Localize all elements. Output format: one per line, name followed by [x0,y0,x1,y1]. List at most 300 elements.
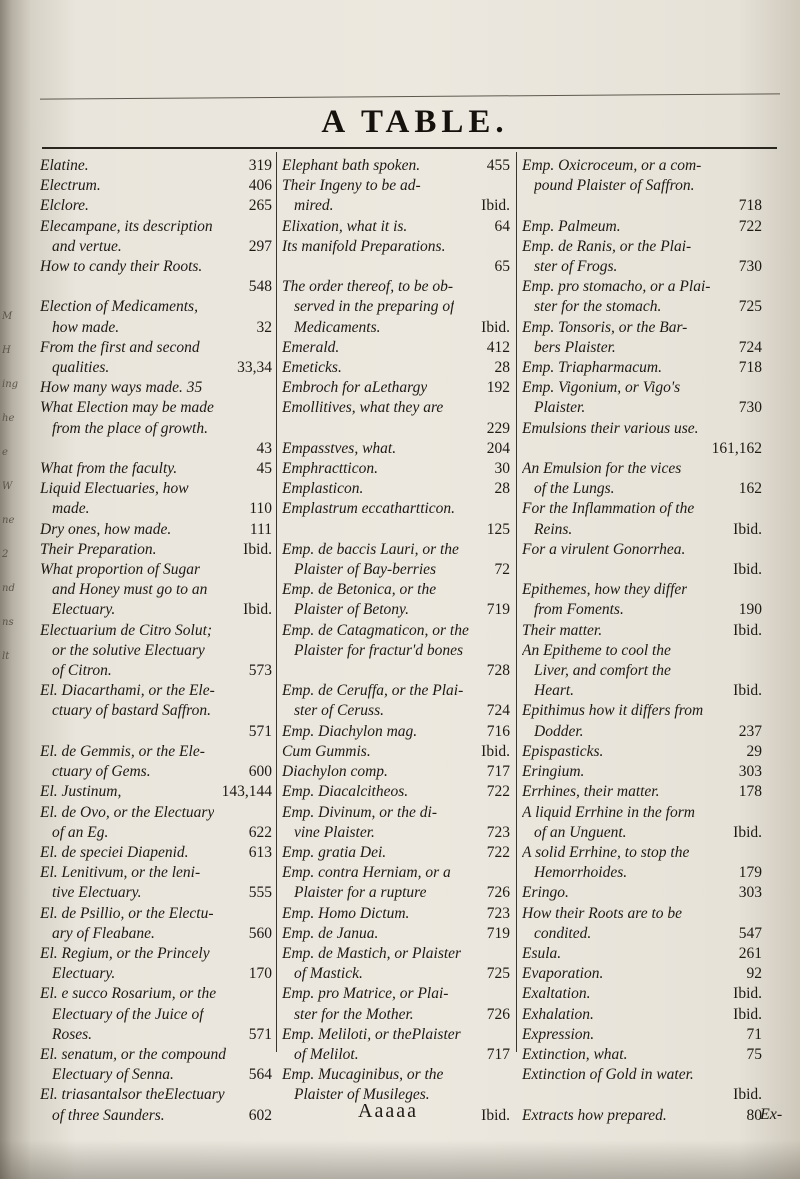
entry-text: Plaister of Betony. [294,601,409,619]
page-number: 726 [486,884,510,902]
entry-text: El. Justinum, [40,783,122,801]
index-entry [40,479,272,519]
index-entry-line [282,398,510,418]
entry-text: El. de Ovo, or the Electuary [40,803,215,821]
book-page [30,0,800,1179]
index-entry [522,984,762,1004]
page-number: 406 [248,177,272,195]
index-entry-line [522,1106,762,1126]
page-number: 111 [249,520,272,538]
index-entry [40,378,272,398]
index-entry-line [522,560,762,580]
page-number: 724 [486,702,510,720]
index-entry-line [40,661,272,681]
index-entry-line [282,621,510,641]
bleed-fragment: H [2,345,11,356]
page-number: 30 [494,460,510,478]
page-number: 162 [738,480,762,498]
index-entry [282,540,510,580]
entry-text: Emp. Diachylon mag. [282,722,418,740]
index-entry-line [282,176,510,196]
index-entry-line [40,398,272,418]
entry-text: mired. [294,197,334,215]
index-entry-line [282,722,510,742]
index-entry-line [522,398,762,418]
page-number: 65 [494,258,510,276]
entry-text: Liquid Electuaries, how [40,480,189,498]
entry-text: El. de speciei Diapenid. [40,843,189,861]
page-number: Ibid. [733,985,762,1003]
entry-text: of Melilot. [294,1045,359,1063]
column-divider [276,152,277,1052]
index-entry-line [282,681,510,701]
index-entry [282,803,510,843]
index-entry-line [282,924,510,944]
page-number: 28 [494,480,510,498]
entry-text: Eringo. [522,884,569,902]
entry-text: Electuary. [52,601,116,619]
index-entry-line [40,621,272,641]
entry-text: Their Preparation. [40,540,157,558]
entry-text: and vertue. [52,237,122,255]
entry-text: vine Plaister. [294,823,375,841]
entry-text: Epithimus how it differs from [522,702,704,720]
index-entry [522,1106,762,1126]
page-number: Ibid. [243,540,272,558]
page-title: A TABLE. [321,104,509,140]
entry-text: Emp. Tonsoris, or the Bar- [522,318,688,336]
index-entry-line [40,762,272,782]
index-entry-line [522,439,762,459]
index-entry [40,1085,272,1125]
page-number: 555 [248,884,272,902]
index-entry [282,479,510,499]
page-number: 319 [248,157,272,174]
page-number: 178 [738,783,762,801]
page-bottom-shadow [0,1140,800,1179]
entry-text: Emp. Triapharmacum. [522,359,662,377]
index-entry-line [282,883,510,903]
index-entry [282,742,510,762]
index-entry [522,904,762,944]
index-entry-line [282,580,510,600]
index-entry [522,964,762,984]
entry-text: Embroch for aLethargy [282,379,428,397]
index-entry-line [40,600,272,620]
entry-text: El. Regium, or the Princely [40,944,210,962]
page-number: 75 [746,1045,762,1063]
index-entry-line [522,580,762,600]
index-entry-line [282,479,510,499]
entry-text: Emerald. [282,338,340,356]
index-entry [282,398,510,438]
index-entry [522,358,762,378]
index-entry-line [282,863,510,883]
index-entry-line [282,540,510,560]
entry-text: bers Plaister. [534,338,616,356]
index-entry [40,782,272,802]
index-entry [282,580,510,620]
entry-text: of an Eg. [52,823,109,841]
index-entry-line [40,1025,272,1045]
index-entry-line [282,964,510,984]
bleed-fragment: ing [2,379,19,390]
index-entry-line [522,984,762,1004]
entry-text: Election of Medicaments, [40,298,198,316]
index-entry-line [522,1025,762,1045]
entry-text: of the Lungs. [534,480,615,498]
entry-text: Emp. Palmeum. [522,217,621,235]
page-number: Ibid. [481,318,510,336]
index-entry-line [282,904,510,924]
entry-text: ster of Frogs. [534,258,618,276]
index-entry [522,217,762,237]
page-number: 719 [486,601,510,619]
entry-text: Elephant bath spoken. [282,157,421,174]
index-entry-line [40,176,272,196]
index-entry [40,297,272,337]
index-entry [522,378,762,418]
index-entry-line [282,742,510,762]
entry-text: Epispasticks. [522,742,604,760]
index-entry-line [282,803,510,823]
page-number: 728 [486,662,510,680]
index-entry-line [522,419,762,439]
page-number: 72 [494,561,510,579]
index-entry-line [522,883,762,903]
page-number: 547 [738,924,762,942]
page-number: 412 [486,338,510,356]
index-entry-line [282,459,510,479]
index-entry-line [282,701,510,721]
entry-text: From the first and second [40,338,200,356]
page-number: 724 [738,338,762,356]
entry-text: made. [52,500,90,518]
index-entry [282,459,510,479]
index-entry [522,318,762,358]
index-entry-line [282,378,510,398]
entry-text: Emp. Oxicroceum, or a com- [522,157,702,174]
index-entry-line [282,217,510,237]
bleed-fragment: 2 [2,549,9,560]
index-entry-line [40,843,272,863]
index-entry [522,419,762,459]
index-entry-line [522,358,762,378]
index-entry [522,883,762,903]
index-entry [282,156,510,176]
index-entry-line [282,944,510,964]
index-entry-line [522,156,762,176]
index-entry [40,156,272,176]
page-number: Ibid. [481,197,510,215]
index-entry-line [522,1045,762,1065]
index-entry [282,722,510,742]
index-entry [282,176,510,216]
entry-text: from Foments. [534,601,624,619]
entry-text: or the solutive Electuary [52,641,205,659]
entry-text: Emp. de Catagmaticon, or the [282,621,469,639]
entry-text: El. de Psillio, or the Electu- [40,904,214,922]
page-number: 237 [738,722,762,740]
entry-text: Liver, and comfort the [534,662,671,680]
index-entry-line [522,924,762,944]
page-number: 192 [486,379,510,397]
index-entry-line [40,722,272,742]
page-number: 725 [486,965,510,983]
index-entry-line [40,277,272,297]
index-entry-line [522,540,762,560]
index-entry [282,944,510,984]
index-entry-line [522,1065,762,1085]
entry-text: from the place of growth. [52,419,208,437]
page-number: 726 [486,1005,510,1023]
entry-text: The order thereof, to be ob- [282,278,454,296]
page-number: 560 [248,924,272,942]
page-number: 564 [248,1066,272,1084]
index-entry-line [522,318,762,338]
page-number: 229 [486,419,510,437]
index-entry-line [522,863,762,883]
page-number: Ibid. [733,621,762,639]
index-entry-line [522,762,762,782]
index-entry-line [522,621,762,641]
entry-text: El. senatum, or the compound [40,1045,226,1063]
entry-text: A solid Errhine, to stop the [522,843,690,861]
index-entry-line [282,823,510,843]
page-number: Ibid. [733,520,762,538]
index-entry-line [282,1005,510,1025]
index-entry-line [282,1045,510,1065]
index-entry-line [40,419,272,439]
page-number: 725 [738,298,762,316]
entry-text: Diachylon comp. [282,763,388,781]
index-entry-line [40,297,272,317]
page-number: 571 [248,722,272,740]
entry-text: Electuary of Senna. [52,1066,174,1084]
index-entry [40,257,272,297]
index-entry-line [282,762,510,782]
index-entry-line [40,904,272,924]
index-entry [282,984,510,1024]
bleed-fragment: he [2,413,15,424]
entry-text: El. e succo Rosarium, or the [40,985,217,1003]
entry-text: ctuary of Gems. [52,763,151,781]
index-entry-line [40,257,272,277]
index-entry [522,1025,762,1045]
page-number: 32 [256,318,272,336]
page-number: Ibid. [481,742,510,760]
index-entry-line [40,237,272,257]
index-column-3 [522,156,762,1126]
page-number: 92 [746,965,762,983]
page-number: 204 [486,439,510,457]
entry-text: Emulsions their various use. [522,419,699,437]
index-entry [282,863,510,903]
entry-text: Reins. [534,520,573,538]
index-column-2 [282,156,510,1126]
index-entry [522,762,762,782]
index-entry [282,621,510,682]
index-entry-line [522,459,762,479]
bleed-fragment: ne [2,515,15,526]
entry-text: ster of Ceruss. [294,702,384,720]
bleed-fragment: nd [2,583,15,594]
entry-text: Dodder. [534,722,584,740]
index-entry-line [40,1106,272,1126]
index-entry-line [522,277,762,297]
index-entry-line [40,196,272,216]
header-rule [42,147,777,149]
entry-text: Electrum. [40,177,101,195]
entry-text: What Election may be made [40,399,214,417]
entry-text: What from the faculty. [40,460,178,478]
page-number: 717 [486,763,510,781]
index-entry-line [282,600,510,620]
bleed-fragment: W [2,481,13,492]
page-number: 722 [486,843,510,861]
index-entry-line [522,378,762,398]
entry-text: Elatine. [40,157,89,174]
entry-text: Emp. Meliloti, or thePlaister [282,1025,461,1043]
index-entry [40,217,272,257]
page-number: 297 [248,237,272,255]
page-number: 265 [248,197,272,215]
entry-text: Electuarium de Citro Solut; [40,621,213,639]
entry-text: condited. [534,924,592,942]
entry-text: Emp. de Ranis, or the Plai- [522,237,692,255]
index-entry-line [282,196,510,216]
entry-text: An Epitheme to cool the [522,641,671,659]
index-entry [522,1065,762,1105]
index-entry-line [282,156,510,176]
index-entry-line [40,944,272,964]
index-entry [522,843,762,883]
entry-text: How to candy their Roots. [40,258,203,276]
entry-text: Extinction, what. [522,1045,628,1063]
index-entry [282,499,510,539]
page-number: 718 [738,197,762,215]
page-number: 613 [248,843,272,861]
index-entry [282,904,510,924]
entry-text: Extracts how prepared. [522,1106,667,1124]
index-entry-line [522,701,762,721]
index-entry-line [282,843,510,863]
index-entry [40,803,272,843]
index-entry-line [40,540,272,560]
index-entry-line [282,641,510,661]
index-entry-line [522,297,762,317]
index-entry [522,237,762,277]
entry-text: Emplasticon. [282,480,364,498]
entry-text: Medicaments. [294,318,381,336]
index-entry-line [40,924,272,944]
page-number: Ibid. [243,601,272,619]
index-entry-line [40,358,272,378]
page-number: Ibid. [733,1086,762,1104]
index-entry [40,984,272,1045]
page-number: 718 [738,359,762,377]
index-entry-line [282,318,510,338]
entry-text: Exhalation. [522,1005,594,1023]
entry-text: Emp. de Mastich, or Plaister [282,944,462,962]
index-entry-line [522,479,762,499]
index-entry-line [40,580,272,600]
entry-text: pound Plaister of Saffron. [534,177,695,195]
index-entry-line [282,237,510,257]
index-entry-line [40,782,272,802]
index-entry [522,742,762,762]
entry-text: Emp. de Ceruffa, or the Plai- [282,682,464,700]
index-entry-line [282,782,510,802]
entry-text: Emp. pro Matrice, or Plai- [282,985,449,1003]
index-entry-line [40,803,272,823]
page-number: 600 [248,763,272,781]
page-number: Ibid. [733,561,762,579]
index-entry-line [40,823,272,843]
entry-text: Emp. de baccis Lauri, or the [282,540,459,558]
entry-text: Emp. Divinum, or the di- [282,803,437,821]
page-number: 190 [738,601,762,619]
page-number: 730 [738,258,762,276]
entry-text: Exaltation. [522,985,591,1003]
entry-text: of Citron. [52,662,112,680]
index-entry-line [522,1005,762,1025]
index-entry-line [522,520,762,540]
index-entry [40,196,272,216]
index-entry-line [282,1025,510,1045]
page-number: 548 [248,278,272,296]
index-entry-line [40,378,272,398]
index-entry [40,398,272,459]
index-entry-line [522,843,762,863]
index-entry [522,580,762,620]
entry-text: Elecampane, its description [40,217,213,235]
entry-text: Their Ingeny to be ad- [282,177,421,195]
index-entry-line [522,217,762,237]
entry-text: Dry ones, how made. [40,520,172,538]
entry-text: Errhines, their matter. [522,783,660,801]
page-number: 29 [746,742,762,760]
bleed-fragment: e [2,447,8,458]
index-entry [282,338,510,358]
index-entry [282,378,510,398]
entry-text: How many ways made. 35 [40,379,203,397]
index-entry [40,863,272,903]
entry-text: How their Roots are to be [522,904,683,922]
entry-text: Emp. de Betonica, or the [282,581,437,599]
index-entry-line [522,600,762,620]
page-number: 179 [738,864,762,882]
index-entry-line [40,1065,272,1085]
page-number: 161,162 [711,439,762,457]
entry-text: qualities. [52,359,110,377]
index-entry-line [40,439,272,459]
entry-text: Evaporation. [522,965,604,983]
page-number: 170 [248,965,272,983]
entry-text: Plaister for fractur'd bones [294,641,464,659]
index-column-1 [40,156,272,1126]
index-entry [40,742,272,782]
index-entry-line [40,520,272,540]
entry-text: Plaister of Musileges. [294,1086,430,1104]
index-entry [522,156,762,217]
page-number: 110 [249,500,272,518]
page-number: 28 [494,359,510,377]
index-entry [282,782,510,802]
entry-text: What proportion of Sugar [40,561,201,579]
index-entry-line [40,459,272,479]
index-entry [282,439,510,459]
